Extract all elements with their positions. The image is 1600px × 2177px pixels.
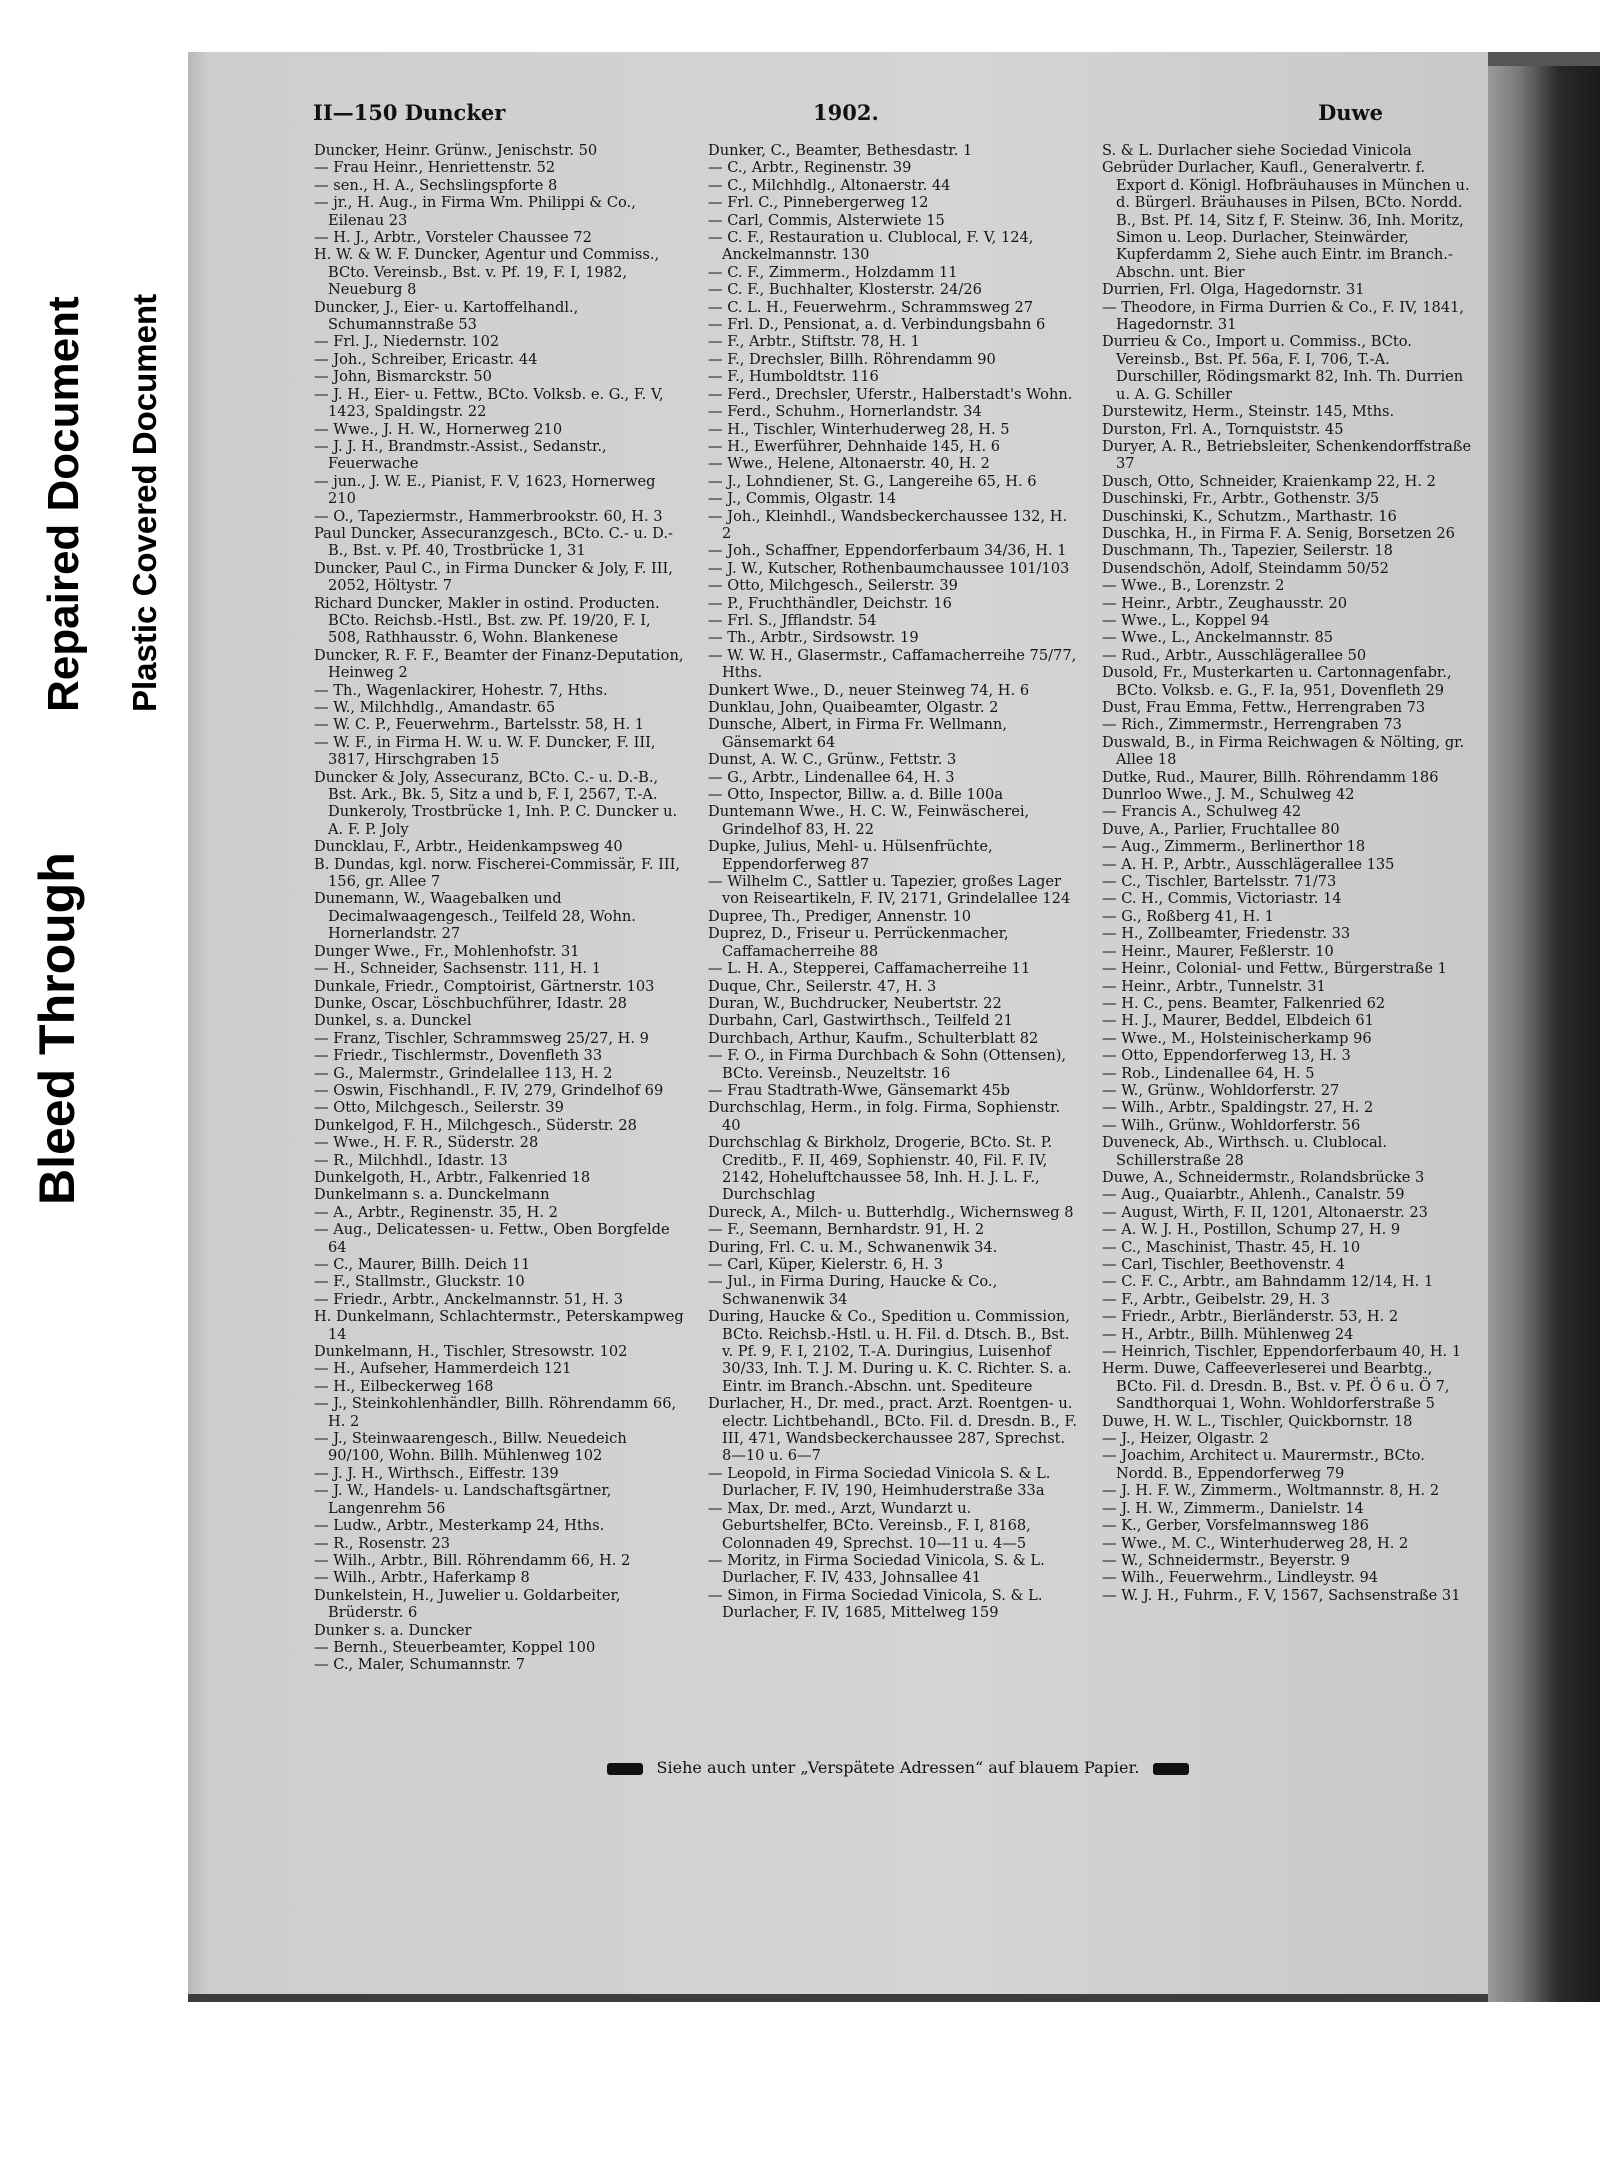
- directory-entry: — J. H. F. W., Zimmerm., Woltmannstr. 8, H. 2: [1102, 1482, 1440, 1500]
- directory-entry: Durrien, Frl. Olga, Hagedornstr. 31: [1102, 281, 1365, 299]
- directory-entry: — Rud., Arbtr., Ausschlägerallee 50: [1102, 646, 1367, 664]
- directory-entry: — Oswin, Fischhandl., F. IV, 279, Grindelhof 69: [314, 1081, 664, 1099]
- directory-entry: — Frl. S., Jfflandstr. 54: [708, 611, 877, 629]
- directory-entry: — H., Arbtr., Billh. Mühlenweg 24: [1102, 1325, 1354, 1343]
- directory-entry: — Carl, Commis, Alsterwiete 15: [708, 211, 945, 229]
- directory-entry: Duncker, Paul C., in Firma Duncker & Joly, F. III, 2052, Höltystr. 7: [314, 559, 673, 595]
- directory-entry: Dunkale, Friedr., Comptoirist, Gärtnerstr. 103: [314, 977, 655, 995]
- directory-entry: — Theodore, in Firma Durrien & Co., F. IV, 1841, Hagedornstr. 31: [1102, 298, 1465, 334]
- label-plastic-covered-document: Plastic Covered Document: [126, 293, 163, 712]
- directory-entry: — J., Steinwaarengesch., Billw. Neuedeich 90/100, Wohn. Billh. Mühlenweg 102: [314, 1430, 627, 1465]
- directory-entry: — Wwe., M. C., Winterhuderweg 28, H. 2: [1102, 1534, 1409, 1552]
- directory-entry: Dunst, A. W. C., Grünw., Fettstr. 3: [708, 751, 957, 769]
- directory-entry: — Heinrich, Tischler, Eppendorferbaum 40, H. 1: [1102, 1343, 1462, 1361]
- directory-entry: Dunkelgoth, H., Arbtr., Falkenried 18: [314, 1168, 591, 1186]
- directory-entry: — G., Malermstr., Grindelallee 113, H. 2: [314, 1064, 613, 1082]
- directory-entry: — R., Milchhdl., Idastr. 13: [314, 1151, 508, 1169]
- directory-entry: Dunkelgod, F. H., Milchgesch., Süderstr. 28: [314, 1116, 637, 1134]
- directory-entry: — H., Ewerführer, Dehnhaide 145, H. 6: [708, 437, 1001, 455]
- directory-entry: — Wilh., Arbtr., Haferkamp 8: [314, 1569, 530, 1587]
- directory-entry: Duntemann Wwe., H. C. W., Feinwäscherei, Grindelhof 83, H. 22: [708, 803, 1030, 838]
- directory-entry: Duwe, A., Schneidermstr., Rolandsbrücke 3: [1102, 1168, 1425, 1186]
- directory-entry: — C. F., Restauration u. Clublocal, F. V, 124, Anckelmannstr. 130: [708, 229, 1034, 264]
- directory-entry: — F., Humboldtstr. 116: [708, 368, 879, 386]
- directory-entry: — F., Arbtr., Stiftstr. 78, H. 1: [708, 333, 920, 351]
- directory-entry: — F. O., in Firma Durchbach & Sohn (Ottensen), BCto. Vereinsb., Neuzeltstr. 16: [708, 1047, 1067, 1082]
- directory-entry: — Rob., Lindenallee 64, H. 5: [1102, 1064, 1315, 1082]
- header-left: II—150 Duncker: [313, 100, 506, 125]
- directory-entry: Herm. Duwe, Caffeeverleserei und Bearbtg., BCto. Fil. d. Dresdn. B., Bst. v. Pf. Ö 6 u. Ö 7, Sandthorquai 1, Wohn. Wohldorferstraße 5: [1102, 1360, 1450, 1413]
- binding-top-strip: [1488, 52, 1600, 66]
- directory-entry: — Wwe., Helene, Altonaerstr. 40, H. 2: [708, 455, 990, 473]
- directory-entry: — J. W., Handels- u. Landschaftsgärtner, Langenrehm 56: [314, 1482, 612, 1517]
- directory-entry: Duschinski, Fr., Arbtr., Gothenstr. 3/5: [1102, 490, 1380, 508]
- directory-entry: — C., Maurer, Billh. Deich 11: [314, 1256, 531, 1273]
- directory-entry: — Wwe., H. F. R., Süderstr. 28: [314, 1134, 539, 1152]
- directory-entry: — Heinr., Arbtr., Tunnelstr. 31: [1102, 977, 1326, 995]
- directory-entry: — H., Schneider, Sachsenstr. 111, H. 1: [314, 960, 601, 978]
- directory-entry: — P., Fruchthändler, Deichstr. 16: [708, 594, 952, 612]
- directory-entry: Dunger Wwe., Fr., Mohlenhofstr. 31: [314, 942, 580, 960]
- directory-entry: — L. H. A., Stepperei, Caffamacherreihe 11: [708, 960, 1031, 978]
- directory-entry: Dusold, Fr., Musterkarten u. Cartonnagenfabr., BCto. Volksb. e. G., F. Ia, 951, Dovenfleth 29: [1102, 664, 1452, 699]
- directory-entry: — Aug., Delicatessen- u. Fettw., Oben Borgfelde 64: [314, 1221, 670, 1256]
- directory-entry: — C., Milchhdlg., Altonaerstr. 44: [708, 176, 951, 194]
- directory-entry: — H. C., pens. Beamter, Falkenried 62: [1102, 994, 1386, 1012]
- directory-entry: — Frl. C., Pinnebergerweg 12: [708, 194, 929, 212]
- directory-entry: Durlacher, H., Dr. med., pract. Arzt. Roentgen- u. electr. Lichtbehandl., BCto. Fil. d. Dresdn. B., F. III, 471, Wandsbeckerchaussee 287, Sprechst. 8—10 u. 6—7: [708, 1395, 1077, 1465]
- directory-entry: — Otto, Milchgesch., Seilerstr. 39: [314, 1099, 564, 1117]
- directory-entry: — Wilh., Arbtr., Bill. Röhrendamm 66, H. 2: [314, 1551, 631, 1569]
- header-year: 1902.: [813, 100, 879, 125]
- directory-entry: Durchbach, Arthur, Kaufm., Schulterblatt 82: [708, 1029, 1039, 1047]
- directory-entry: Duveneck, Ab., Wirthsch. u. Clublocal. Schillerstraße 28: [1102, 1134, 1387, 1169]
- directory-entry: — G., Roßberg 41, H. 1: [1102, 907, 1274, 925]
- paper-sheet: [188, 52, 1488, 1994]
- directory-entry: — Otto, Milchgesch., Seilerstr. 39: [708, 577, 958, 595]
- directory-entry: — Frl. D., Pensionat, a. d. Verbindungsbahn 6: [708, 316, 1046, 334]
- directory-entry: Duran, W., Buchdrucker, Neubertstr. 22: [708, 994, 1002, 1012]
- directory-entry: Durchschlag, Herm., in folg. Firma, Sophienstr. 40: [708, 1099, 1061, 1134]
- directory-entry: — Bernh., Steuerbeamter, Koppel 100: [314, 1638, 596, 1656]
- directory-entry: Dunkelmann s. a. Dunckelmann: [314, 1186, 550, 1204]
- directory-entry: H. W. & W. F. Duncker, Agentur und Commiss., BCto. Vereinsb., Bst. v. Pf. 19, F. I, 1982, Neueburg 8: [314, 246, 660, 299]
- directory-entry: — J. J. H., Wirthsch., Eiffestr. 139: [314, 1464, 559, 1482]
- directory-entry: Dunsche, Albert, in Firma Fr. Wellmann, Gänsemarkt 64: [708, 716, 1007, 751]
- directory-entry: Duncker, R. F. F., Beamter der Finanz-Deputation, Heinweg 2: [314, 646, 684, 682]
- label-repaired-document: Repaired Document: [39, 296, 88, 712]
- directory-entry: — C. H., Commis, Victoriastr. 14: [1102, 890, 1342, 908]
- directory-entry: Paul Duncker, Assecuranzgesch., BCto. C.- u. D.-B., Bst. v. Pf. 40, Trostbrücke 1, 31: [314, 524, 673, 560]
- directory-entry: — Wilh., Grünw., Wohldorferstr. 56: [1102, 1116, 1361, 1134]
- directory-entry: Richard Duncker, Makler in ostind. Producten. BCto. Reichsb.-Hstl., Bst. zw. Pf. 19/20, F. I, 508, Rathhausstr. 6, Wohn. Blankenese: [314, 594, 660, 647]
- directory-entry: — J. H. W., Zimmerm., Danielstr. 14: [1102, 1499, 1364, 1517]
- directory-entry: — Francis A., Schulweg 42: [1102, 803, 1302, 821]
- directory-entry: — Max, Dr. med., Arzt, Wundarzt u. Geburtshelfer, BCto. Vereinsb., F. I, 8168, Colonnaden 49, Sprechst. 10—11 u. 4—5: [708, 1499, 1031, 1552]
- directory-entry: — Friedr., Tischlermstr., Dovenfleth 33: [314, 1047, 603, 1065]
- directory-entry: — jun., J. W. E., Pianist, F. V, 1623, Hornerweg 210: [314, 472, 656, 508]
- directory-entry: During, Haucke & Co., Spedition u. Commission, BCto. Reichsb.-Hstl. u. H. Fil. d. Dtsch. B., Bst. v. Pf. 9, F. I, 2102, T.-A. Duringius, Luisenhof 30/33, Inh. T. J. M. During u. K. C. Richter. S. a. Eintr. im Branch.-Abschn. unt. Spediteure: [708, 1308, 1072, 1395]
- directory-entry: — O., Tapeziermstr., Hammerbrookstr. 60, H. 3: [314, 507, 663, 525]
- directory-entry: Duschka, H., in Firma F. A. Senig, Borsetzen 26: [1102, 524, 1455, 542]
- directory-entry: — Joh., Kleinhdl., Wandsbeckerchaussee 132, H. 2: [708, 507, 1068, 542]
- directory-entry: — Otto, Inspector, Billw. a. d. Bille 100a: [708, 786, 1004, 804]
- directory-entry: — J., Lohndiener, St. G., Langereihe 65, H. 6: [708, 472, 1037, 490]
- directory-entry: — J. H., Eier- u. Fettw., BCto. Volksb. e. G., F. V, 1423, Spaldingstr. 22: [314, 385, 664, 421]
- directory-entry: — H. J., Maurer, Beddel, Elbdeich 61: [1102, 1012, 1374, 1030]
- directory-entry: Duwe, H. W. L., Tischler, Quickbornstr. 18: [1102, 1412, 1413, 1430]
- directory-entry: — Ferd., Schuhm., Hornerlandstr. 34: [708, 403, 982, 421]
- directory-column-2: [708, 142, 1078, 1622]
- directory-entry: — Leopold, in Firma Sociedad Vinicola S. & L. Durlacher, F. IV, 190, Heimhuderstraße 33a: [708, 1464, 1051, 1500]
- directory-entry: — F., Drechsler, Billh. Röhrendamm 90: [708, 350, 996, 368]
- directory-entry: Dureck, A., Milch- u. Butterhdlg., Wichernsweg 8: [708, 1203, 1074, 1221]
- directory-entry: Duncker, Heinr. Grünw., Jenischstr. 50: [314, 142, 598, 159]
- directory-entry: — C. F. C., Arbtr., am Bahndamm 12/14, H. 1: [1102, 1273, 1434, 1291]
- directory-entry: — J., Heizer, Olgastr. 2: [1102, 1430, 1269, 1448]
- directory-entry: — A., Arbtr., Reginenstr. 35, H. 2: [314, 1203, 558, 1221]
- directory-entry: — F., Stallmstr., Gluckstr. 10: [314, 1273, 525, 1291]
- directory-entry: Dutke, Rud., Maurer, Billh. Röhrendamm 186: [1102, 768, 1439, 786]
- directory-entry: — sen., H. A., Sechslingspforte 8: [314, 176, 558, 194]
- directory-entry: Dunker, C., Beamter, Bethesdastr. 1: [708, 142, 973, 159]
- directory-entry: — Jul., in Firma During, Haucke & Co., Schwanenwik 34: [708, 1273, 998, 1308]
- directory-entry: — Carl, Küper, Kielerstr. 6, H. 3: [708, 1256, 943, 1273]
- directory-entry: — W. F., in Firma H. W. u. W. F. Duncker, F. III, 3817, Hirschgraben 15: [314, 733, 656, 769]
- directory-entry: — W., Grünw., Wohldorferstr. 27: [1102, 1081, 1340, 1099]
- footer-note: [588, 1758, 1208, 1784]
- directory-entry: — J., Commis, Olgastr. 14: [708, 490, 897, 508]
- directory-entry: — Th., Arbtr., Sirdsowstr. 19: [708, 629, 919, 647]
- directory-entry: Duswald, B., in Firma Reichwagen & Nölting, gr. Allee 18: [1102, 733, 1465, 769]
- directory-entry: Dusch, Otto, Schneider, Kraienkamp 22, H. 2: [1102, 472, 1436, 490]
- directory-entry: B. Dundas, kgl. norw. Fischerei-Commissär, F. III, 156, gr. Allee 7: [314, 855, 681, 891]
- directory-entry: — H. J., Arbtr., Vorsteler Chaussee 72: [314, 229, 592, 247]
- directory-entry: — Wwe., L., Koppel 94: [1102, 611, 1270, 629]
- page-header: [313, 100, 1383, 134]
- directory-entry: — Aug., Zimmerm., Berlinerthor 18: [1102, 838, 1366, 856]
- directory-entry: Dunkelstein, H., Juwelier u. Goldarbeiter, Brüderstr. 6: [314, 1586, 621, 1622]
- directory-entry: — John, Bismarckstr. 50: [314, 368, 492, 386]
- directory-entry: — J. W., Kutscher, Rothenbaumchaussee 101/103: [708, 559, 1070, 577]
- directory-entry: During, Frl. C. u. M., Schwanenwik 34.: [708, 1238, 998, 1256]
- directory-column-3: [1102, 142, 1472, 1604]
- directory-entry: Duryer, A. R., Betriebsleiter, Schenkendorffstraße 37: [1102, 437, 1472, 473]
- directory-entry: — Th., Wagenlackirer, Hohestr. 7, Hths.: [314, 681, 608, 699]
- directory-entry: — C., Tischler, Bartelsstr. 71/73: [1102, 873, 1337, 891]
- directory-entry: — C. F., Buchhalter, Klosterstr. 24/26: [708, 281, 982, 299]
- directory-entry: Duncklau, F., Arbtr., Heidenkampsweg 40: [314, 838, 623, 856]
- directory-entry: — W., Milchhdlg., Amandastr. 65: [314, 699, 556, 716]
- directory-entry: — Wwe., M., Holsteinischerkamp 96: [1102, 1029, 1372, 1047]
- directory-entry: Dunke, Oscar, Löschbuchführer, Idastr. 28: [314, 994, 627, 1012]
- directory-entry: — Heinr., Maurer, Feßlerstr. 10: [1102, 942, 1334, 960]
- directory-entry: Duprez, D., Friseur u. Perrückenmacher, Caffamacherreihe 88: [708, 925, 1009, 960]
- directory-entry: Duque, Chr., Seilerstr. 47, H. 3: [708, 977, 937, 995]
- directory-entry: — J., Steinkohlenhändler, Billh. Röhrendamm 66, H. 2: [314, 1395, 677, 1430]
- directory-entry: — W., Schneidermstr., Beyerstr. 9: [1102, 1551, 1350, 1569]
- directory-entry: — Friedr., Arbtr., Bierländerstr. 53, H. 2: [1102, 1308, 1399, 1326]
- directory-entry: — F., Seemann, Bernhardstr. 91, H. 2: [708, 1221, 985, 1239]
- directory-entry: Dunker s. a. Duncker: [314, 1621, 472, 1639]
- directory-entry: — Aug., Quaiarbtr., Ahlenh., Canalstr. 59: [1102, 1186, 1405, 1204]
- directory-entry: — Joh., Schreiber, Ericastr. 44: [314, 350, 538, 368]
- directory-entry: Dunemann, W., Waagebalken und Decimalwaagengesch., Teilfeld 28, Wohn. Hornerlandstr. 27: [314, 890, 636, 943]
- directory-entry: — Frl. J., Niedernstr. 102: [314, 333, 500, 351]
- directory-entry: Durston, Frl. A., Tornquiststr. 45: [1102, 420, 1344, 438]
- directory-entry: — Moritz, in Firma Sociedad Vinicola, S. & L. Durlacher, F. IV, 433, Johnsallee 41: [708, 1551, 1045, 1587]
- directory-entry: — F., Arbtr., Geibelstr. 29, H. 3: [1102, 1290, 1330, 1308]
- directory-entry: — C., Maschinist, Thastr. 45, H. 10: [1102, 1238, 1361, 1256]
- directory-entry: Dust, Frau Emma, Fettw., Herrengraben 73: [1102, 699, 1426, 716]
- directory-entry: Duschinski, K., Schutzm., Marthastr. 16: [1102, 507, 1397, 525]
- directory-entry: Dupke, Julius, Mehl- u. Hülsenfrüchte, Eppendorferweg 87: [708, 838, 993, 873]
- header-right: Duwe: [1318, 100, 1383, 125]
- directory-entry: — Wwe., J. H. W., Hornerweg 210: [314, 420, 563, 438]
- directory-entry: Durstewitz, Herm., Steinstr. 145, Mths.: [1102, 403, 1395, 421]
- directory-entry: Gebrüder Durlacher, Kaufl., Generalvertr. f. Export d. Königl. Hofbräuhauses in München u. d. Bürgerl. Bräuhauses in Pilsen, BCto. Nordd. B., Bst. Pf. 14, Sitz f, F. Steinw. 36, Inh. Moritz, Simon u. Leop. Durlacher, Steinwärder, Kupferdamm 2, Siehe auch Eintr. im Branch.-Abschn. unt. Bier: [1102, 159, 1470, 281]
- directory-entry: — W. J. H., Fuhrm., F. V, 1567, Sachsenstraße 31: [1102, 1586, 1461, 1604]
- directory-entry: — Otto, Eppendorferweg 13, H. 3: [1102, 1047, 1351, 1065]
- directory-entry: Duncker, J., Eier- u. Kartoffelhandl., Schumannstraße 53: [314, 298, 579, 334]
- directory-entry: — C. F., Zimmerm., Holzdamm 11: [708, 263, 958, 281]
- directory-entry: — H., Aufseher, Hammerdeich 121: [314, 1360, 572, 1378]
- directory-entry: — Friedr., Arbtr., Anckelmannstr. 51, H. 3: [314, 1290, 624, 1308]
- footer-note-text: Siehe auch unter „Verspätete Adressen“ auf blauem Papier.: [656, 1758, 1140, 1777]
- directory-entry: — Wwe., L., Anckelmannstr. 85: [1102, 629, 1334, 647]
- directory-entry: Duve, A., Parlier, Fruchtallee 80: [1102, 820, 1340, 838]
- directory-entry: Durchschlag & Birkholz, Drogerie, BCto. St. P. Creditb., F. II, 469, Sophienstr. 40, Fil. F. IV, 2142, Hoheluftchaussee 58, Inh. H. J. L. F., Durchschlag: [708, 1134, 1053, 1204]
- directory-entry: Dusendschön, Adolf, Steindamm 50/52: [1102, 559, 1389, 577]
- pointing-hand-icon: [607, 1763, 643, 1775]
- directory-entry: — A. H. P., Arbtr., Ausschlägerallee 135: [1102, 855, 1395, 873]
- directory-column-1: [314, 142, 684, 1674]
- directory-entry: Dunrloo Wwe., J. M., Schulweg 42: [1102, 786, 1355, 804]
- side-labels: [0, 0, 185, 1280]
- directory-entry: — W. W. H., Glasermstr., Caffamacherreihe 75/77, Hths.: [708, 646, 1077, 682]
- book-binding-edge: [1488, 52, 1600, 2002]
- directory-entry: — H., Tischler, Winterhuderweg 28, H. 5: [708, 420, 1010, 438]
- directory-entry: — Frau Heinr., Henriettenstr. 52: [314, 159, 556, 177]
- directory-entry: Dunklau, John, Quaibeamter, Olgastr. 2: [708, 699, 999, 716]
- directory-entry: — Rich., Zimmermstr., Herrengraben 73: [1102, 716, 1402, 734]
- directory-entry: — K., Gerber, Vorsfelmannsweg 186: [1102, 1517, 1369, 1535]
- directory-entry: — Wilhelm C., Sattler u. Tapezier, großes Lager von Reiseartikeln, F. IV, 2171, Grindelallee 124: [708, 873, 1071, 908]
- directory-entry: — C., Arbtr., Reginenstr. 39: [708, 159, 912, 177]
- directory-entry: Durrieu & Co., Import u. Commiss., BCto. Vereinsb., Bst. Pf. 56a, F. I, 706, T.-A. Durschiller, Rödingsmarkt 82, Inh. Th. Durrien u. A. G. Schiller: [1102, 333, 1464, 403]
- directory-entry: — Wilh., Feuerwehrm., Lindleystr. 94: [1102, 1569, 1379, 1587]
- directory-entry: — Franz, Tischler, Schrammsweg 25/27, H. 9: [314, 1029, 649, 1047]
- directory-entry: — August, Wirth, F. II, 1201, Altonaerstr. 23: [1102, 1203, 1428, 1221]
- directory-entry: — A. W. J. H., Postillon, Schump 27, H. 9: [1102, 1221, 1401, 1239]
- directory-entry: — Ludw., Arbtr., Mesterkamp 24, Hths.: [314, 1517, 605, 1535]
- directory-entry: — J. J. H., Brandmstr.-Assist., Sedanstr., Feuerwache: [314, 437, 607, 473]
- directory-entry: — W. C. P., Feuerwehrm., Bartelsstr. 58, H. 1: [314, 716, 645, 734]
- directory-entry: Durbahn, Carl, Gastwirthsch., Teilfeld 21: [708, 1012, 1013, 1030]
- directory-entry: — Wilh., Arbtr., Spaldingstr. 27, H. 2: [1102, 1099, 1374, 1117]
- directory-entry: — Joachim, Architect u. Maurermstr., BCto. Nordd. B., Eppendorferweg 79: [1102, 1447, 1425, 1482]
- directory-entry: — H., Eilbeckerweg 168: [314, 1377, 494, 1395]
- directory-entry: Dunkel, s. a. Dunckel: [314, 1012, 472, 1030]
- directory-entry: — Heinr., Colonial- und Fettw., Bürgerstraße 1: [1102, 960, 1447, 978]
- directory-entry: — C., Maler, Schumannstr. 7: [314, 1656, 525, 1674]
- directory-entry: Duschmann, Th., Tapezier, Seilerstr. 18: [1102, 542, 1393, 560]
- directory-entry: — H., Zollbeamter, Friedenstr. 33: [1102, 925, 1351, 943]
- directory-entry: — Carl, Tischler, Beethovenstr. 4: [1102, 1256, 1346, 1273]
- pointing-hand-icon: [1153, 1763, 1189, 1775]
- directory-entry: Dunkert Wwe., D., neuer Steinweg 74, H. 6: [708, 681, 1030, 699]
- directory-entry: — Wwe., B., Lorenzstr. 2: [1102, 577, 1285, 595]
- directory-entry: — G., Arbtr., Lindenallee 64, H. 3: [708, 768, 955, 786]
- directory-entry: H. Dunkelmann, Schlachtermstr., Peterskampweg 14: [314, 1308, 684, 1343]
- label-bleed-through: Bleed Through: [29, 852, 85, 1205]
- directory-entry: Dunkelmann, H., Tischler, Stresowstr. 102: [314, 1343, 628, 1361]
- directory-entry: — Ferd., Drechsler, Uferstr., Halberstadt's Wohn.: [708, 385, 1073, 403]
- directory-entry: — C. L. H., Feuerwehrm., Schrammsweg 27: [708, 298, 1034, 316]
- scanned-page: [188, 52, 1600, 2002]
- directory-entry: S. & L. Durlacher siehe Sociedad Vinicola: [1102, 142, 1412, 159]
- directory-entry: Dupree, Th., Prediger, Annenstr. 10: [708, 907, 972, 925]
- directory-entry: — jr., H. Aug., in Firma Wm. Philippi & Co., Eilenau 23: [314, 194, 636, 229]
- directory-entry: Duncker & Joly, Assecuranz, BCto. C.- u. D.-B., Bst. Ark., Bk. 5, Sitz a und b, F. I, 2567, T.-A. Dunkeroly, Trostbrücke 1, Inh. P. C. Duncker u. A. F. P. Joly: [314, 768, 678, 838]
- directory-entry: — Frau Stadtrath-Wwe, Gänsemarkt 45b: [708, 1081, 1010, 1099]
- directory-entry: — Simon, in Firma Sociedad Vinicola, S. & L. Durlacher, F. IV, 1685, Mittelweg 159: [708, 1586, 1043, 1622]
- directory-entry: — Heinr., Arbtr., Zeughausstr. 20: [1102, 594, 1348, 612]
- directory-entry: — Joh., Schaffner, Eppendorferbaum 34/36, H. 1: [708, 542, 1067, 560]
- directory-entry: — R., Rosenstr. 23: [314, 1534, 451, 1552]
